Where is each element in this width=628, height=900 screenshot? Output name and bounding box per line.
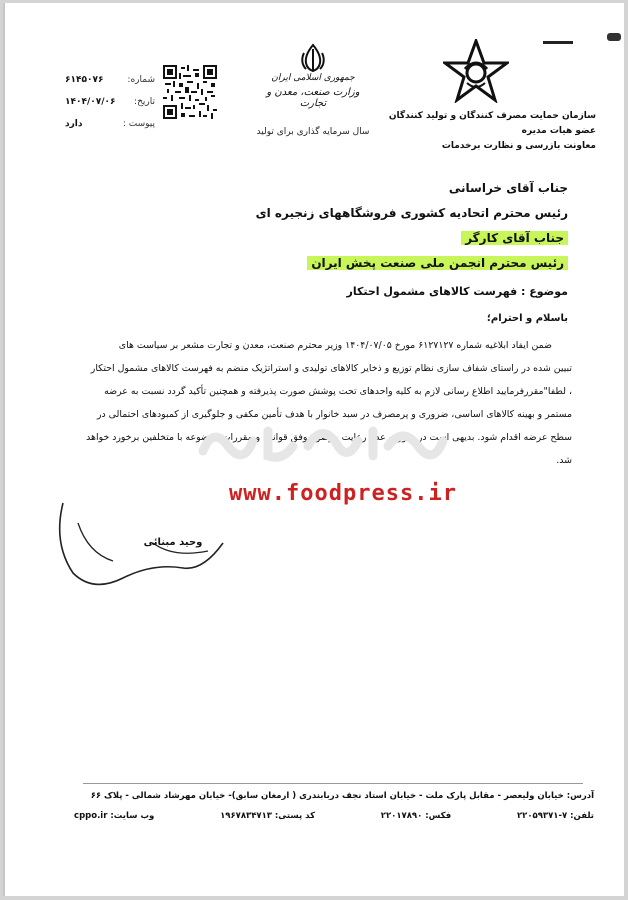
addressee-title-2 [128,256,568,270]
addressee-title-1: رئیس محترم اتحادیه کشوری فروشگاههای زنجیره ای [255,206,568,220]
scan-edge [3,3,5,896]
letter-date-row: تاریخ: ۱۴۰۴/۰۷/۰۶ [65,91,155,113]
government-name: جمهوری اسلامی ایران [271,73,355,83]
letter-meta [65,69,155,135]
letter-date: ۱۴۰۴/۰۷/۰۶ [65,97,116,107]
watermark-url: www.foodpress.ir [229,481,457,506]
organization-name: سازمان حمایت مصرف کنندگان و تولید کنندگان عضو هیات مدیره معاونت بازرسی و نظارت برخدمات [388,111,596,151]
footer-divider [83,783,583,784]
letter-number-row: شماره: ۶۱۴۵۰۷۶ [65,69,155,91]
letter-body: ضمن ایفاد ابلاغیه شماره ۶۱۲۷۱۲۷ مورخ ۱۴۰۴/۰۷/۰۵ وزیر محترم صنعت، معدن و تجارت مشعر بر سیاست های تبیین شده در راستای شفاف سازی نظام توزیع و ذخایر کالاهای تولیدی و استراتژیک منضم به فهرست کالاهای مشمول احتکار ، لطفا"مقررفرمایید اطلاع رسانی لازم به کلیه واحدهای تحت پوشش صورت پذیرفته و همچنین تأکید گردد نسبت به عرضه مستمر و بهینه کالاهای اساسی، ضروری و پرمصرف در سبد خانوار با هدف تأمین مکفی و جلوگیری از کمبودهای احتمالی در سطح عرضه اقدام شود. بدیهی است در صورت عدم رعایت موضوع وفق قوانین و مقررات موضوعه با متخلفین برخورد خواهد شد. [86,340,572,466]
highlight: رئیس محترم انجمن ملی صنعت پخش ایران [307,256,568,270]
scan-mark [543,41,573,44]
footer-phone: تلفن: ۷-۲۲۰۵۹۳۷۱ [516,811,594,821]
footer-website: وب سایت: cppo.ir [74,811,155,821]
qr-code-icon [163,65,217,119]
signer-name: وحید مبنائی [143,537,203,548]
highlight: جناب آقای کارگر [461,231,568,245]
letter-greeting: باسلام و احترام؛ [486,313,568,324]
footer-fax: فکس: ۲۲۰۱۷۸۹۰ [380,811,452,821]
footer-address: آدرس: خیابان ولیعصر - مقابل پارک ملت - خیابان استاد نجف دربابندری ( ارمغان سابق)- خیابان مهرشاد شمالی - پلاک ۶۶ [90,791,594,801]
letter-subject: موضوع : فهرست کالاهای مشمول احتکار [346,285,568,298]
letter-page [3,3,624,896]
letter-attachment: دارد [65,119,83,129]
scan-mark [607,33,621,41]
iran-emblem-icon [300,43,326,73]
footer-postal-code: کد پستی: ۱۹۶۷۸۳۴۷۱۳ [220,811,316,821]
organization-logo-icon [443,39,509,103]
year-slogan: سال سرمایه گذاری برای تولید [256,127,370,137]
footer-contacts [14,811,594,821]
addressee-name-2 [128,231,568,245]
letter-number: ۶۱۴۵۰۷۶ [65,75,104,85]
ministry-name: وزارت صنعت، معدن و تجارت [266,87,360,109]
letter-attachment-row: پیوست : دارد [65,113,155,135]
addressee-name-1: جناب آقای خراسانی [448,181,568,195]
watermark-logo-icon [193,411,453,471]
